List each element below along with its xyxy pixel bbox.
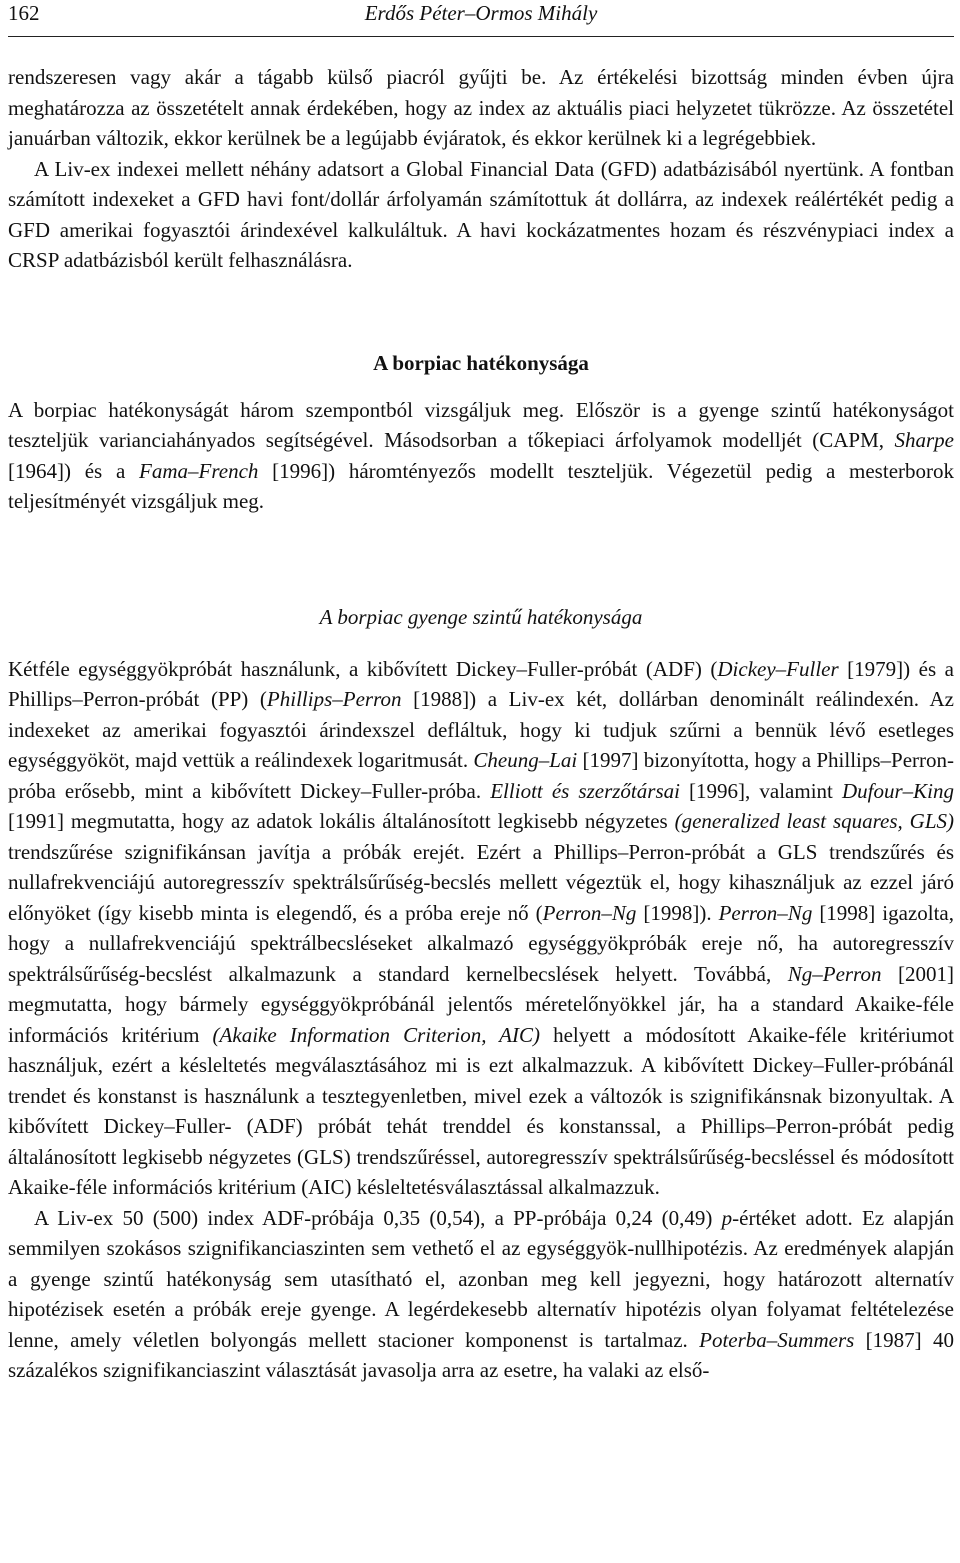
document-page bbox=[8, 0, 954, 1386]
citation: Phillips–Perron bbox=[266, 687, 402, 711]
term-gloss: (generalized least squares, GLS) bbox=[674, 809, 955, 833]
body-paragraph: A borpiac hatékonyságát három szempontból vizsgáljuk meg. Először is a gyenge szintű hatékonyságot teszteljük varianciahányados segítségével. Másodsorban a tőkepiaci árfolyamok modelljét (CAPM, Sharpe [1964]) és a Fama–French [1996]) háromtényezős modellt teszteljük. Végezetül pedig a mesterborok teljesítményét vizsgáljuk meg. bbox=[8, 397, 954, 513]
citation: Dufour–King bbox=[841, 778, 954, 803]
citation: Fama–French bbox=[139, 458, 259, 483]
citation: Elliott és szerzőtársai bbox=[490, 778, 680, 803]
body-paragraph: A Liv-ex 50 (500) index ADF-próbája 0,35 (0,54), a PP-próbája 0,24 (0,49) p-értéket adott. Ez alapján semmilyen szokásos szignifikanciaszinten sem vethető el az egységgyök-nullhipotézis. Az eredmények alapján a gyenge szintű hatékonyság sem utasítható el, azonban meg kell jegyezni, hogy határozott alternatív hipotézisek esetén a próbák ereje gyenge. A legérdekesebb alternatív hipotézis olyan folyamat feltételezése lenne, amely véletlen bolyongás mellett stacioner komponenst is tartalmaz. Poterba–Summers [1987] 40 százalékos szignifikanciaszint választását javasolja arra az esetre, ha valaki az első- bbox=[8, 1205, 954, 1382]
body-paragraph: A Liv-ex indexei mellett néhány adatsort a Global Financial Data (GFD) adatbázisából nyertünk. A fontban számított indexeket a GFD havi font/dollár árfolyamán számítottuk át dollárra, az indexek reálértékét pedig a GFD amerikai fogyasztói árindexével kalkuláltuk. A havi kockázatmentes hozam és részvénypiaci index a CRSP adatbázisból került felhasználásra. bbox=[8, 156, 954, 272]
subsection-heading: A borpiac gyenge szintű hatékonysága bbox=[319, 604, 643, 629]
citation: Cheung–Lai bbox=[473, 748, 578, 772]
page-number: 162 bbox=[8, 1, 40, 25]
body-paragraph: rendszeresen vagy akár a tágabb külső piacról gyűjti be. Az értékelési bizottság minden évben újra meghatározza az összetételt annak érdekében, hogy az index az aktuális piaci helyzetet tükrözze. Az összetétel januárban változik, ekkor kerülnek be a legújabb évjáratok, és ekkor kerülnek ki a legrégebbiek. bbox=[8, 65, 954, 150]
citation: Poterba–Summers bbox=[699, 1327, 855, 1352]
citation: Dickey–Fuller bbox=[717, 656, 839, 681]
term-gloss: (Akaike Information Criterion, AIC) bbox=[212, 1022, 541, 1047]
citation: Perron–Ng bbox=[542, 900, 637, 925]
citation: Perron–Ng bbox=[718, 900, 813, 925]
page-header bbox=[8, 0, 954, 37]
section-heading: A borpiac hatékonysága bbox=[373, 350, 589, 375]
running-head: Erdős Péter–Ormos Mihály bbox=[364, 1, 598, 25]
citation: Sharpe bbox=[894, 428, 954, 452]
body-paragraph: Kétféle egységgyökpróbát használunk, a kibővített Dickey–Fuller-próbát (ADF) (Dickey–Fuller [1979]) és a Phillips–Perron-próbát (PP) (Phillips–Perron [1988]) a Liv-ex két, dollárban denominált reálindexén. Az indexeket az amerikai fogyasztói árindexszel defláltuk, hogy ki tudjuk szűrni a bennük lévő esetleges egységgyököt, majd vettük a reálindexek logaritmusát. Cheung–Lai [1997] bizonyította, hogy a Phillips–Perron-próba erősebb, mint a kibővített Dickey–Fuller-próba. Elliott és szerzőtársai [1996], valamint Dufour–King [1991] megmutatta, hogy az adatok lokális általánosított legkisebb négyzetes (generalized least squares, GLS) trendszűrése szignifikánsan javítja a próbák erejét. Ezért a Phillips–Perron-próbát a GLS trendszűrés és nullafrekvenciájú autoregresszív spektrálsűrűség-becslés mellett végeztük el, hogy kihasználjuk az ezzel járó előnyöket (így kisebb minta is elegendő, és a próba ereje nő (Perron–Ng [1998]). Perron–Ng [1998] igazolta, hogy a nullafrekvenciájú spektrálbecsléseket alkalmazó egységgyökpróbák ereje nő, ha autoregresszív spektrálsűrűség-becslést alkalmazunk a standard kernelbecslések helyett. Továbbá, Ng–Perron [2001] megmutatta, hogy bármely egységgyökpróbánál jelentős méretelőnyökkel jár, ha a standard Akaike-féle információs kritérium (Akaike Information Criterion, AIC) helyett a módosított Akaike-féle kritériumot használjuk, ezért a késleltetés megválasztásához mi is ezt alkalmazzuk. A kibővített Dickey–Fuller-próbánál trendet és konstanst is használunk a tesztegyenletben, mivel ezek a változók is szignifikánsnak bizonyultak. A kibővített Dickey–Fuller- (ADF) próbát tehát trenddel és konstanssal, a Phillips–Perron-próbát pedig általánosított legkisebb négyzetes (GLS) trendszűréssel, autoregresszív spektrálsűrűség-becsléssel és módosított Akaike-féle információs kritérium (AIC) késleltetésválasztással alkalmazzuk. bbox=[8, 656, 955, 1199]
symbol: p bbox=[721, 1205, 733, 1230]
citation: Ng–Perron bbox=[787, 961, 882, 986]
